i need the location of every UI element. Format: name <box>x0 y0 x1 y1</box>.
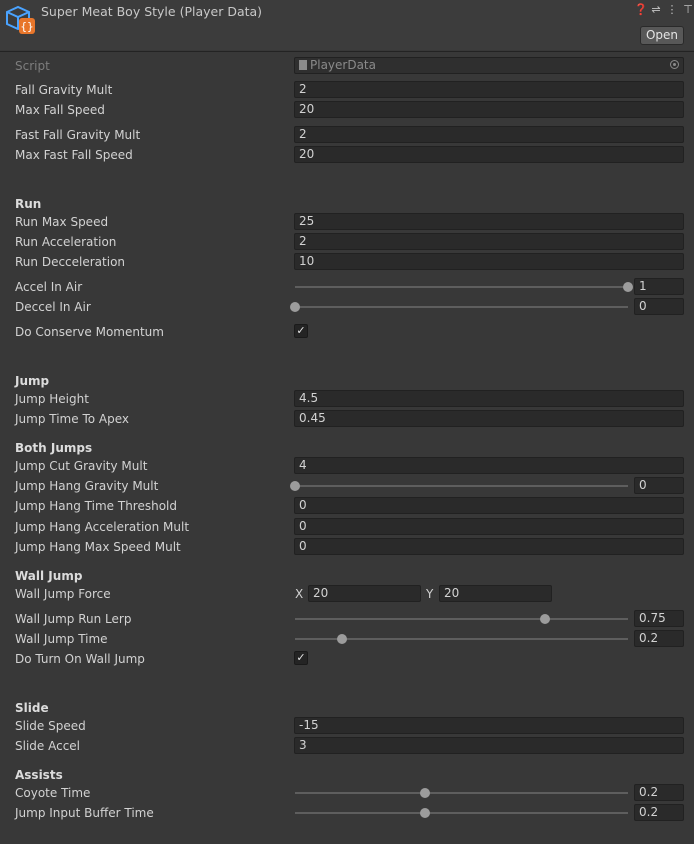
run-section-header: Run <box>15 197 42 211</box>
accel-in-air-field[interactable]: 1 <box>634 278 684 295</box>
wall-jump-force-y-label: Y <box>426 587 434 601</box>
jump-hang-gravity-mult-field[interactable]: 0 <box>634 477 684 494</box>
deccel-in-air-slider-track[interactable] <box>295 306 628 308</box>
do-conserve-momentum-label: Do Conserve Momentum <box>15 325 164 339</box>
wall-jump-run-lerp-field[interactable]: 0.75 <box>634 610 684 627</box>
jump-hang-time-threshold-field[interactable]: 0 <box>294 497 684 514</box>
fall-gravity-mult-label: Fall Gravity Mult <box>15 83 113 97</box>
help-icon[interactable]: ❓ <box>634 3 648 16</box>
slide-speed-field[interactable]: -15 <box>294 717 684 734</box>
wall-jump-time-slider-thumb[interactable] <box>337 634 347 644</box>
jump-input-buffer-time-field[interactable]: 0.2 <box>634 804 684 821</box>
max-fast-fall-speed-label: Max Fast Fall Speed <box>15 148 133 162</box>
deccel-in-air-slider-thumb[interactable] <box>290 302 300 312</box>
wall-jump-force-y-field[interactable]: 20 <box>439 585 552 602</box>
wall-jump-force-x-field[interactable]: 20 <box>308 585 421 602</box>
run-decceleration-field[interactable]: 10 <box>294 253 684 270</box>
slide-accel-field[interactable]: 3 <box>294 737 684 754</box>
inspector-title: Super Meat Boy Style (Player Data) <box>41 4 263 19</box>
jump-hang-gravity-mult-slider-track[interactable] <box>295 485 628 487</box>
open-button[interactable]: Open <box>640 26 684 45</box>
script-value: PlayerData <box>310 58 376 72</box>
wall-jump-run-lerp-slider-thumb[interactable] <box>540 614 550 624</box>
script-label: Script <box>15 59 50 73</box>
run-max-speed-label: Run Max Speed <box>15 215 109 229</box>
coyote-time-slider-track[interactable] <box>295 792 628 794</box>
jump-input-buffer-time-slider-track[interactable] <box>295 812 628 814</box>
deccel-in-air-label: Deccel In Air <box>15 300 91 314</box>
header-icons <box>634 3 694 17</box>
wall-jump-time-label: Wall Jump Time <box>15 632 108 646</box>
do-conserve-momentum-checkbox[interactable]: ✓ <box>294 324 308 338</box>
jump-hang-acceleration-mult-label: Jump Hang Acceleration Mult <box>15 520 190 534</box>
fast-fall-gravity-mult-field[interactable]: 2 <box>294 126 684 143</box>
accel-in-air-slider-thumb[interactable] <box>623 282 633 292</box>
jump-time-to-apex-label: Jump Time To Apex <box>15 412 129 426</box>
run-decceleration-label: Run Decceleration <box>15 255 126 269</box>
inspector-header <box>0 0 694 50</box>
fast-fall-gravity-mult-label: Fast Fall Gravity Mult <box>15 128 141 142</box>
deccel-in-air-field[interactable]: 0 <box>634 298 684 315</box>
jump-hang-max-speed-mult-field[interactable]: 0 <box>294 538 684 555</box>
jump-section-header: Jump <box>15 374 50 388</box>
jump-input-buffer-time-label: Jump Input Buffer Time <box>15 806 154 820</box>
jump-hang-time-threshold-label: Jump Hang Time Threshold <box>15 499 177 513</box>
object-picker-icon <box>670 60 679 69</box>
max-fall-speed-field[interactable]: 20 <box>294 101 684 118</box>
both-jumps-section-header: Both Jumps <box>15 441 93 455</box>
jump-hang-max-speed-mult-label: Jump Hang Max Speed Mult <box>15 540 181 554</box>
max-fast-fall-speed-field[interactable]: 20 <box>294 146 684 163</box>
jump-hang-gravity-mult-slider-thumb[interactable] <box>290 481 300 491</box>
wall-jump-run-lerp-slider-track[interactable] <box>295 618 628 620</box>
more-options-icon[interactable]: ⋮ <box>666 3 678 16</box>
slide-section-header: Slide <box>15 701 49 715</box>
header-divider <box>0 51 694 52</box>
coyote-time-label: Coyote Time <box>15 786 91 800</box>
slide-accel-label: Slide Accel <box>15 739 81 753</box>
svg-text:{}: {} <box>20 20 34 33</box>
wall-jump-section-header: Wall Jump <box>15 569 83 583</box>
accel-in-air-slider-track[interactable] <box>295 286 628 288</box>
jump-cut-gravity-mult-label: Jump Cut Gravity Mult <box>15 459 148 473</box>
assists-section-header: Assists <box>15 768 63 782</box>
jump-cut-gravity-mult-field[interactable]: 4 <box>294 457 684 474</box>
jump-height-field[interactable]: 4.5 <box>294 390 684 407</box>
slide-speed-label: Slide Speed <box>15 719 86 733</box>
jump-time-to-apex-field[interactable]: 0.45 <box>294 410 684 427</box>
do-turn-on-wall-jump-label: Do Turn On Wall Jump <box>15 652 145 666</box>
wall-jump-force-label: Wall Jump Force <box>15 587 111 601</box>
run-acceleration-label: Run Acceleration <box>15 235 117 249</box>
jump-hang-gravity-mult-label: Jump Hang Gravity Mult <box>15 479 159 493</box>
run-max-speed-field[interactable]: 25 <box>294 213 684 230</box>
max-fall-speed-label: Max Fall Speed <box>15 103 105 117</box>
script-file-icon <box>299 60 307 70</box>
do-turn-on-wall-jump-checkbox[interactable]: ✓ <box>294 651 308 665</box>
run-acceleration-field[interactable]: 2 <box>294 233 684 250</box>
wall-jump-time-field[interactable]: 0.2 <box>634 630 684 647</box>
wall-jump-run-lerp-label: Wall Jump Run Lerp <box>15 612 132 626</box>
coyote-time-slider-thumb[interactable] <box>420 788 430 798</box>
jump-input-buffer-time-slider-thumb[interactable] <box>420 808 430 818</box>
jump-hang-acceleration-mult-field[interactable]: 0 <box>294 518 684 535</box>
wall-jump-force-x-label: X <box>295 587 304 601</box>
settings-sliders-icon[interactable]: ⇌ <box>651 3 661 16</box>
scriptable-object-icon <box>4 4 36 36</box>
accel-in-air-label: Accel In Air <box>15 280 83 294</box>
jump-height-label: Jump Height <box>15 392 89 406</box>
overflow-icon[interactable]: ⊤ <box>683 3 693 16</box>
coyote-time-field[interactable]: 0.2 <box>634 784 684 801</box>
script-field <box>294 57 684 74</box>
fall-gravity-mult-field[interactable]: 2 <box>294 81 684 98</box>
